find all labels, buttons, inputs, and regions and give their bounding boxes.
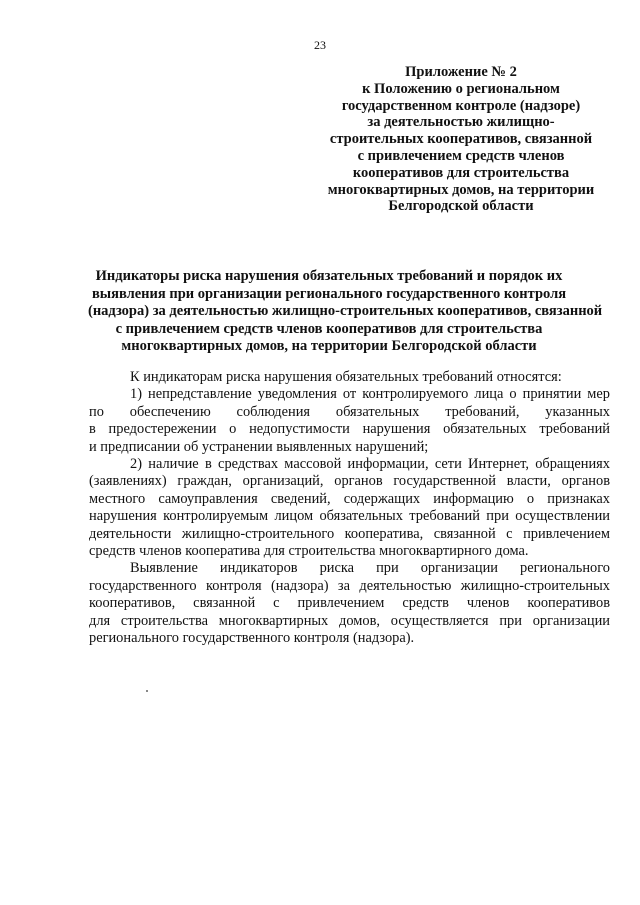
body-line: кооперативов, связанной с привлечением средств членов кооперативов: [89, 595, 610, 612]
body-line: К индикаторам риска нарушения обязательных требований относятся:: [130, 369, 562, 385]
body-line: для строительства многоквартирных домов, осуществляется при организации: [89, 612, 610, 629]
appendix-line: Белгородской области: [388, 198, 534, 215]
scan-speck: [146, 690, 148, 692]
body-line: местного самоуправления сведений, содержащих информацию о признаках: [89, 490, 610, 507]
body-line: регионального государственного контроля (надзора).: [89, 630, 415, 647]
appendix-line: кооперативов для строительства: [352, 164, 570, 181]
body-text: [89, 369, 610, 648]
body-line: в предостережении о недопустимости нарушения обязательных требований: [89, 421, 610, 438]
body-line: государственного контроля (надзора) за деятельностью жилищно-строительных: [89, 577, 610, 594]
appendix-line: Приложение № 2: [405, 64, 517, 80]
body-line: 1) непредставление уведомления от контролируемого лица о принятии мер: [130, 386, 610, 403]
body-line: нарушения контролируемым лицом обязательных требований при осуществлении: [89, 508, 610, 525]
body-line: (заявлениях) граждан, организаций, органов государственной власти, органов: [89, 473, 610, 490]
appendix-header: [320, 64, 602, 215]
title-line: с привлечением средств членов кооперативов для строительства: [115, 320, 543, 337]
document-title: [88, 268, 603, 356]
title-line: (надзора) за деятельностью жилищно-строительных кооперативов, связанной: [88, 303, 603, 320]
appendix-line: к Положению о региональном: [362, 80, 560, 97]
title-line: Индикаторы риска нарушения обязательных требований и порядок их: [95, 268, 563, 284]
body-line: и предписании об устранении выявленных нарушений;: [89, 438, 429, 455]
title-line: многоквартирных домов, на территории Белгородской области: [121, 338, 537, 355]
page-number: 23: [314, 38, 326, 52]
appendix-line: государственном контроле (надзоре): [341, 97, 581, 114]
appendix-line: за деятельностью жилищно-: [367, 114, 555, 131]
appendix-line: с привлечением средств членов: [357, 147, 565, 164]
appendix-line: многоквартирных домов, на территории: [327, 181, 595, 198]
title-line: выявления при организации регионального государственного контроля: [91, 285, 567, 302]
body-line: деятельности жилищно-строительного кооператива, связанной с привлечением: [89, 525, 610, 542]
body-line: по обеспечению соблюдения обязательных требований, указанных: [89, 403, 610, 420]
body-line: Выявление индикаторов риска при организации регионального: [130, 560, 610, 577]
body-line: 2) наличие в средствах массовой информации, сети Интернет, обращениях: [130, 456, 610, 473]
appendix-line: строительных кооперативов, связанной: [329, 131, 593, 148]
body-line: средств членов кооператива для строительства многоквартирного дома.: [89, 543, 529, 560]
